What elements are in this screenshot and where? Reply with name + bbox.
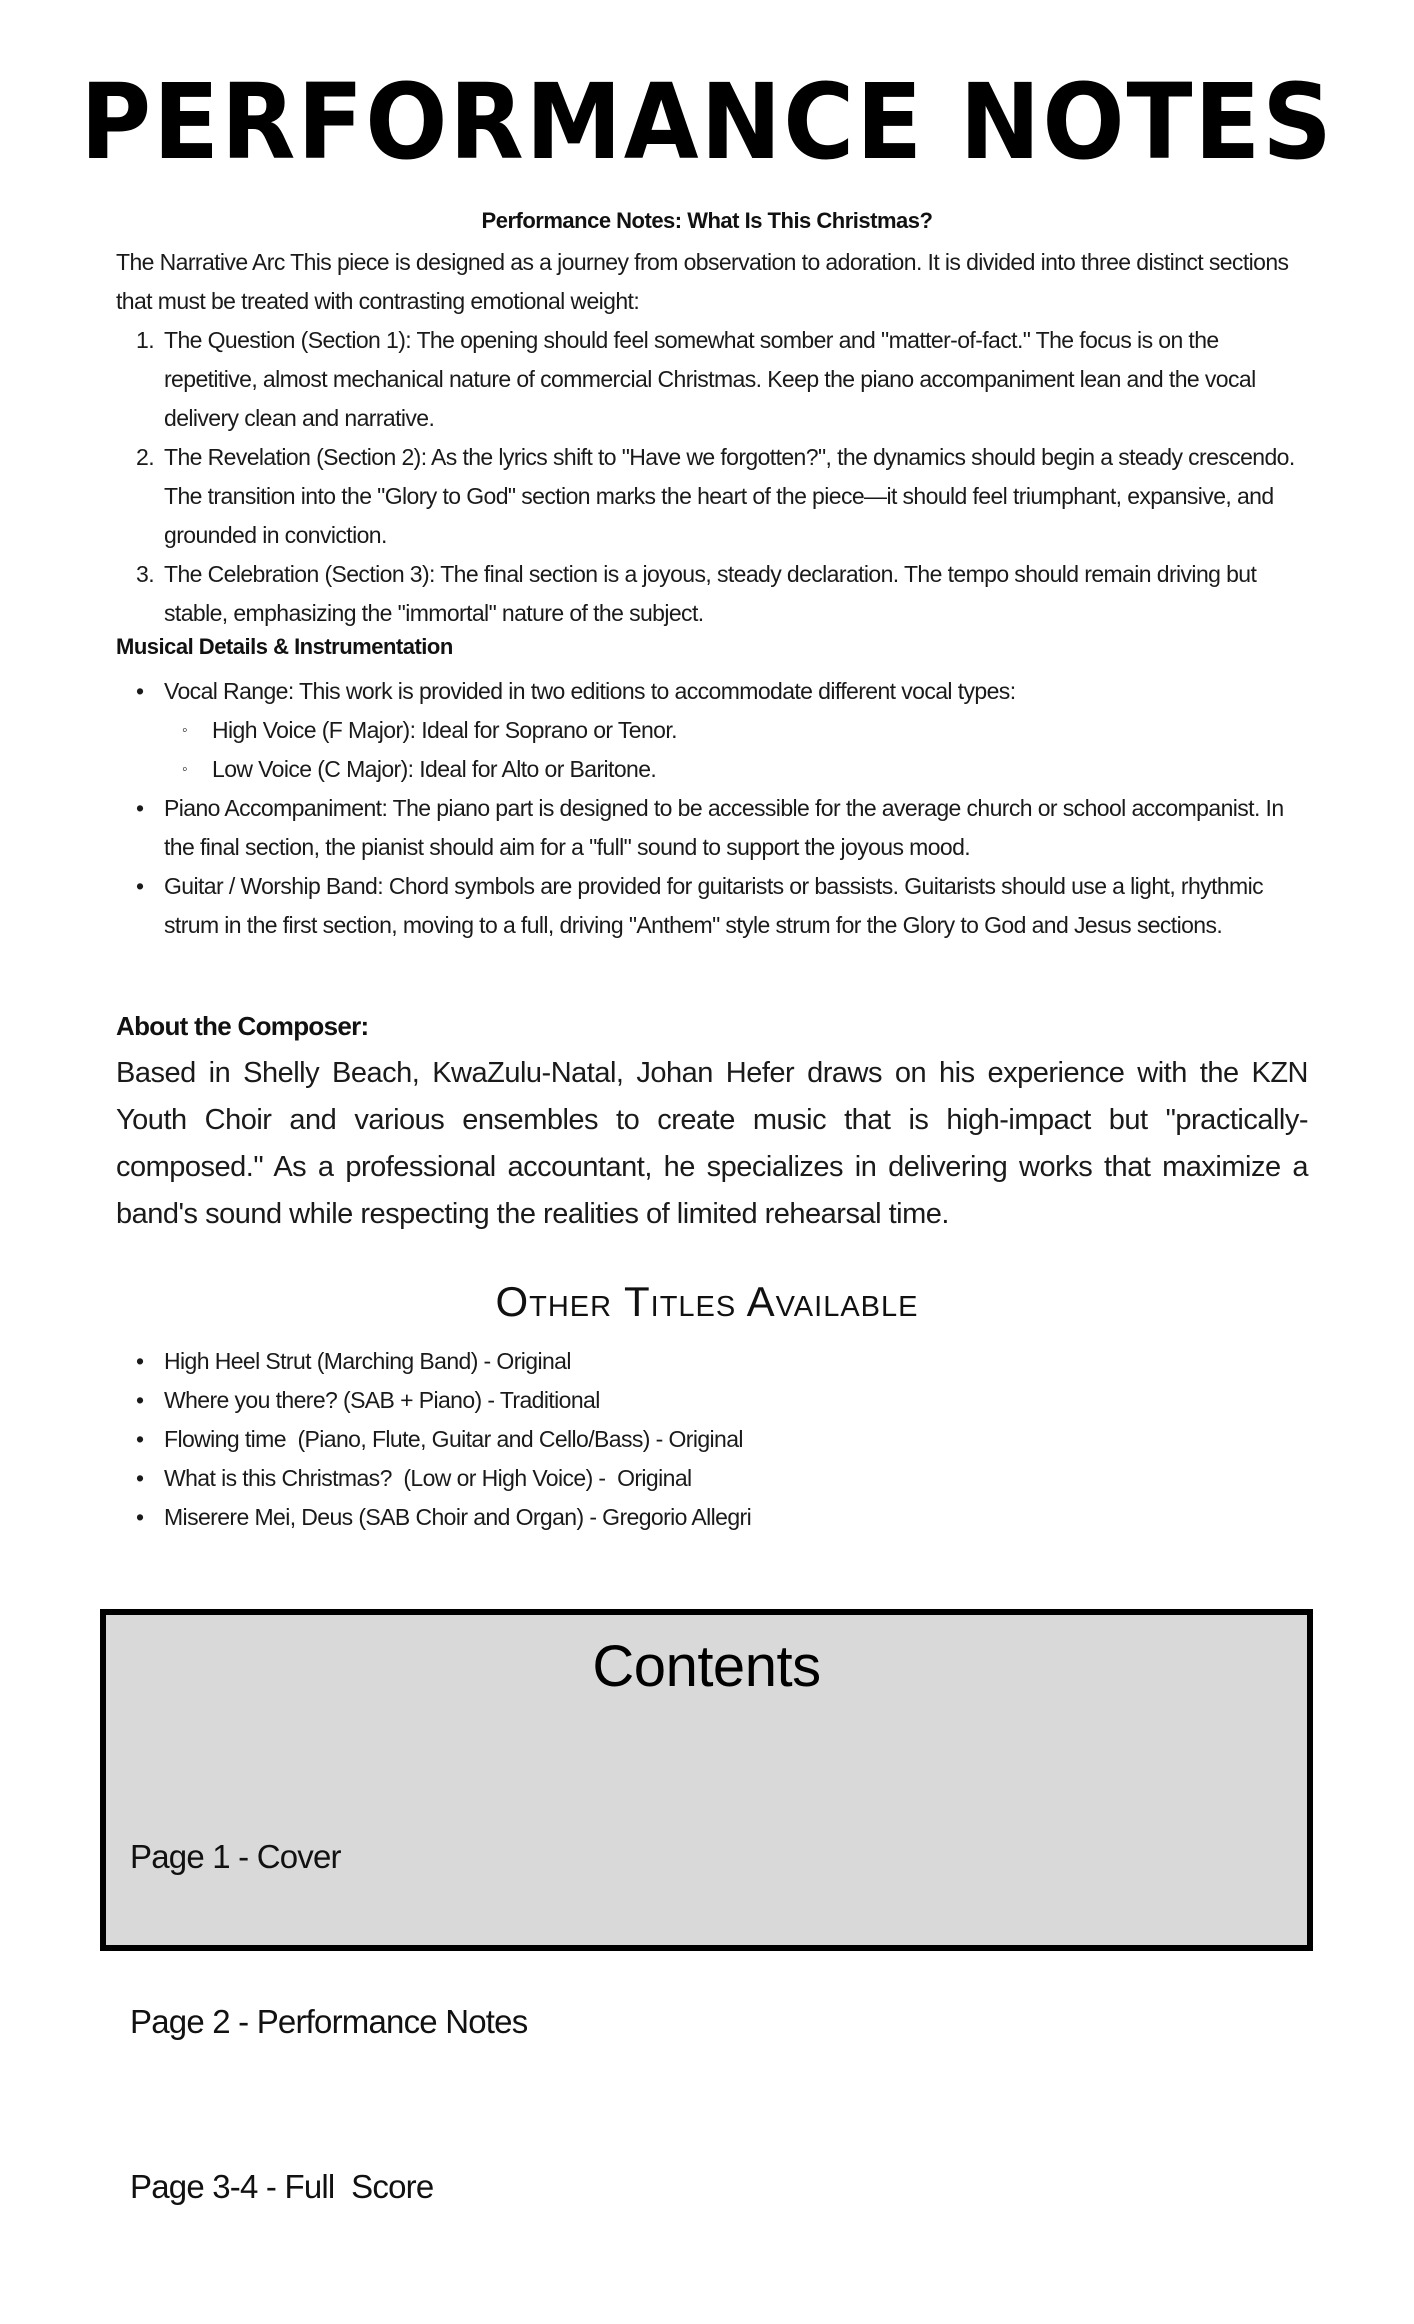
title-item bbox=[116, 1498, 751, 1537]
title-text: Where you there? (SAB + Piano) - Traditional bbox=[164, 1387, 600, 1413]
contents-list bbox=[130, 1719, 527, 2324]
sub-detail-item bbox=[164, 750, 1306, 789]
title-item bbox=[116, 1420, 751, 1459]
detail-text: Piano Accompaniment: The piano part is designed to be accessible for the average church or school accompanist. In the final section, the pianist should aim for a "full" sound to support the joyous mood. bbox=[164, 795, 1284, 860]
detail-item bbox=[116, 672, 1306, 789]
section-item bbox=[116, 555, 1306, 633]
sub-detail-text: High Voice (F Major): Ideal for Soprano or Tenor. bbox=[212, 717, 677, 743]
title-text: Flowing time (Piano, Flute, Guitar and Cello/Bass) - Original bbox=[164, 1426, 743, 1452]
musical-details-list bbox=[116, 672, 1306, 945]
bullet-icon: • bbox=[136, 873, 144, 899]
title-text: Miserere Mei, Deus (SAB Choir and Organ) - Gregorio Allegri bbox=[164, 1504, 752, 1530]
bullet-icon: • bbox=[136, 1504, 144, 1530]
bullet-icon: • bbox=[136, 678, 144, 704]
contents-box bbox=[100, 1609, 1313, 2205]
bullet-icon: • bbox=[136, 1348, 144, 1374]
contents-item: Page 2 - Performance Notes bbox=[130, 2003, 528, 2040]
section-text: The Revelation (Section 2): As the lyrics shift to "Have we forgotten?", the dynamics should begin a steady crescendo. The transition into the "Glory to God" section marks the heart of the piece—it should feel triumphant, expansive, and grounded in conviction. bbox=[164, 444, 1295, 548]
vocal-range-sublist bbox=[164, 711, 1306, 789]
bullet-icon: • bbox=[136, 1426, 144, 1452]
detail-text: Vocal Range: This work is provided in two editions to accommodate different vocal types: bbox=[164, 678, 1016, 704]
other-titles-heading: Other Titles Available bbox=[495, 1278, 919, 1325]
title-text: What is this Christmas? (Low or High Voice) - Original bbox=[164, 1465, 692, 1491]
section-item bbox=[116, 438, 1306, 555]
title-item bbox=[116, 1381, 751, 1420]
title-item bbox=[116, 1459, 751, 1498]
contents-item: Page 3-4 - Full Score bbox=[130, 2168, 434, 2205]
circle-bullet-icon: ◦ bbox=[182, 722, 188, 739]
contents-item: Page 1 - Cover bbox=[130, 1838, 341, 1875]
page-title: PERFORMANCE NOTES bbox=[80, 61, 1334, 183]
musical-details-heading: Musical Details & Instrumentation bbox=[116, 634, 453, 659]
detail-item bbox=[116, 789, 1306, 867]
sub-detail-text: Low Voice (C Major): Ideal for Alto or Baritone. bbox=[212, 756, 657, 782]
sub-detail-item bbox=[164, 711, 1306, 750]
bullet-icon: • bbox=[136, 1387, 144, 1413]
section-text: The Question (Section 1): The opening should feel somewhat somber and "matter-of-fact." The focus is on the repetitive, almost mechanical nature of commercial Christmas. Keep the piano accompaniment lean and the vocal delivery clean and narrative. bbox=[164, 327, 1256, 431]
section-text: The Celebration (Section 3): The final section is a joyous, steady declaration. The tempo should remain driving but stable, emphasizing the "immortal" nature of the subject. bbox=[164, 561, 1257, 626]
section-number: 2. bbox=[136, 444, 154, 470]
page-subtitle: Performance Notes: What Is This Christmas? bbox=[481, 208, 933, 233]
composer-heading: About the Composer: bbox=[116, 1011, 369, 1041]
title-item bbox=[116, 1342, 751, 1381]
detail-item bbox=[116, 867, 1306, 945]
intro-paragraph: The Narrative Arc This piece is designed as a journey from observation to adoration. It is divided into three distinct sections that must be treated with contrasting emotional weight: bbox=[116, 249, 1289, 314]
sections-list bbox=[116, 321, 1306, 633]
other-titles-list bbox=[116, 1342, 751, 1537]
bullet-icon: • bbox=[136, 795, 144, 821]
section-item bbox=[116, 321, 1306, 438]
contents-heading: Contents bbox=[592, 1634, 821, 1699]
detail-text: Guitar / Worship Band: Chord symbols are provided for guitarists or bassists. Guitarists should use a light, rhythmic strum in the first section, moving to a full, driving "Anthem" style strum for the Glory to God and Jesus sections. bbox=[164, 873, 1264, 938]
circle-bullet-icon: ◦ bbox=[182, 761, 188, 778]
section-number: 3. bbox=[136, 561, 154, 587]
bullet-icon: • bbox=[136, 1465, 144, 1491]
section-number: 1. bbox=[136, 327, 154, 353]
composer-bio: Based in Shelly Beach, KwaZulu-Natal, Johan Hefer draws on his experience with the KZN Youth Choir and various ensembles to create music that is high-impact but "practically-composed." As a professional accountant, he specializes in delivering works that maximize a band's sound while respecting the realities of limited rehearsal time. bbox=[116, 1057, 1308, 1230]
title-text: High Heel Strut (Marching Band) - Original bbox=[164, 1348, 571, 1374]
